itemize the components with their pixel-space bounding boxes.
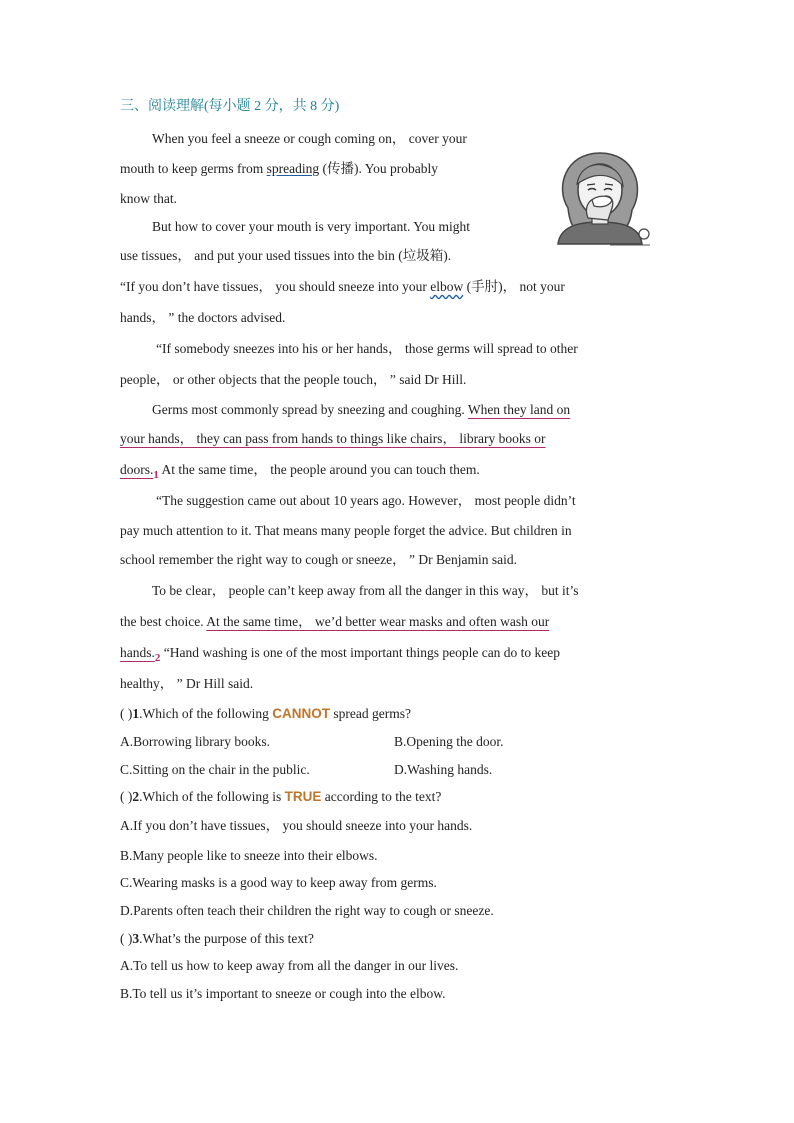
passage-line: healthy， ” Dr Hill said. [120,676,254,691]
question-number: 3 [132,931,140,946]
passage-line [120,277,565,297]
option-b: B.To tell us it’s important to sneeze or cough into the elbow. [120,986,446,1001]
passage-text: the best choice. [120,614,207,629]
option-c: C.Wearing masks is a good way to keep away from germs. [120,875,437,890]
passage-line: hands， ” the doctors advised. [120,310,286,325]
question-text: .Which of the following [139,706,273,721]
option-a: A.Borrowing library books. [120,734,270,749]
option-d: D.Washing hands. [394,762,493,777]
passage-line [120,460,480,481]
section-heading: 三、阅读理解(每小题 2 分，共 8 分) [120,99,340,114]
passage-text: Germs most commonly spread by sneezing and coughing. [152,402,468,417]
question-text: spread germs? [329,706,411,721]
passage-line: know that. [120,191,177,206]
answer-blank[interactable]: ( ) [120,931,133,946]
passage-text: “If you don’t have tissues， you should sneeze into your [120,279,431,294]
passage-line: “If somebody sneezes into his or her hands， those germs will spread to other [156,341,578,356]
underlined-sentence-2: At the same time， we’d better wear masks and often wash our [206,614,550,629]
sentence-marker-1: 1 [153,469,159,481]
passage-line: “The suggestion came out about 10 years ago. However， most people didn’t [156,493,576,508]
question-number: 1 [132,706,140,721]
passage-line [152,400,570,420]
question-text: .What’s the purpose of this text? [139,931,314,946]
answer-blank[interactable]: ( ) [120,706,133,721]
option-c: C.Sitting on the chair in the public. [120,762,310,777]
passage-text: (手肘)， not your [463,279,565,294]
woman-sneezing-illustration [550,148,650,246]
question-3 [120,929,314,949]
question-2 [120,787,441,807]
passage-line: When you feel a sneeze or cough coming on， cover your [152,131,467,146]
passage-text: (传播). You probably [319,161,438,176]
passage-line: To be clear， people can’t keep away from all the danger in this way， but it’s [152,583,579,598]
passage-line: But how to cover your mouth is very important. You might [152,219,470,234]
question-emphasis: TRUE [284,789,322,804]
underlined-sentence-1: doors. [120,462,154,477]
question-1 [120,704,411,724]
passage-text: At the same time， the people around you can touch them. [158,462,480,477]
option-b: B.Many people like to sneeze into their elbows. [120,848,378,863]
option-d: D.Parents often teach their children the right way to cough or sneeze. [120,903,494,918]
underlined-sentence-1: When they land on [467,402,571,417]
question-text: according to the text? [321,789,442,804]
vocab-elbow: elbow [430,279,464,294]
woman-covering-mouth-sneezing-icon [550,148,650,246]
option-a: A.If you don’t have tissues， you should sneeze into your hands. [120,818,473,833]
question-text: .Which of the following is [139,789,285,804]
underlined-sentence-1: your hands， they can pass from hands to things like chairs， library books or [120,431,546,446]
underlined-sentence-2: hands. [120,645,155,660]
passage-line: pay much attention to it. That means many people forget the advice. But children in [120,523,572,538]
passage-line [120,643,560,664]
passage-line: use tissues， and put your used tissues into the bin (垃圾箱). [120,248,452,263]
sentence-marker-2: 2 [154,652,161,664]
question-emphasis: CANNOT [272,706,330,721]
option-b: B.Opening the door. [394,734,504,749]
answer-blank[interactable]: ( ) [120,789,133,804]
question-number: 2 [132,789,140,804]
passage-line [120,612,549,632]
passage-line: people， or other objects that the people touch， ” said Dr Hill. [120,372,467,387]
passage-text: “Hand washing is one of the most important things people can do to keep [160,645,561,660]
passage-line [120,159,438,179]
passage-line: school remember the right way to cough or sneeze， ” Dr Benjamin said. [120,552,518,567]
option-a: A.To tell us how to keep away from all the danger in our lives. [120,958,459,973]
vocab-spreading: spreading [266,161,320,176]
passage-text: mouth to keep germs from [120,161,267,176]
